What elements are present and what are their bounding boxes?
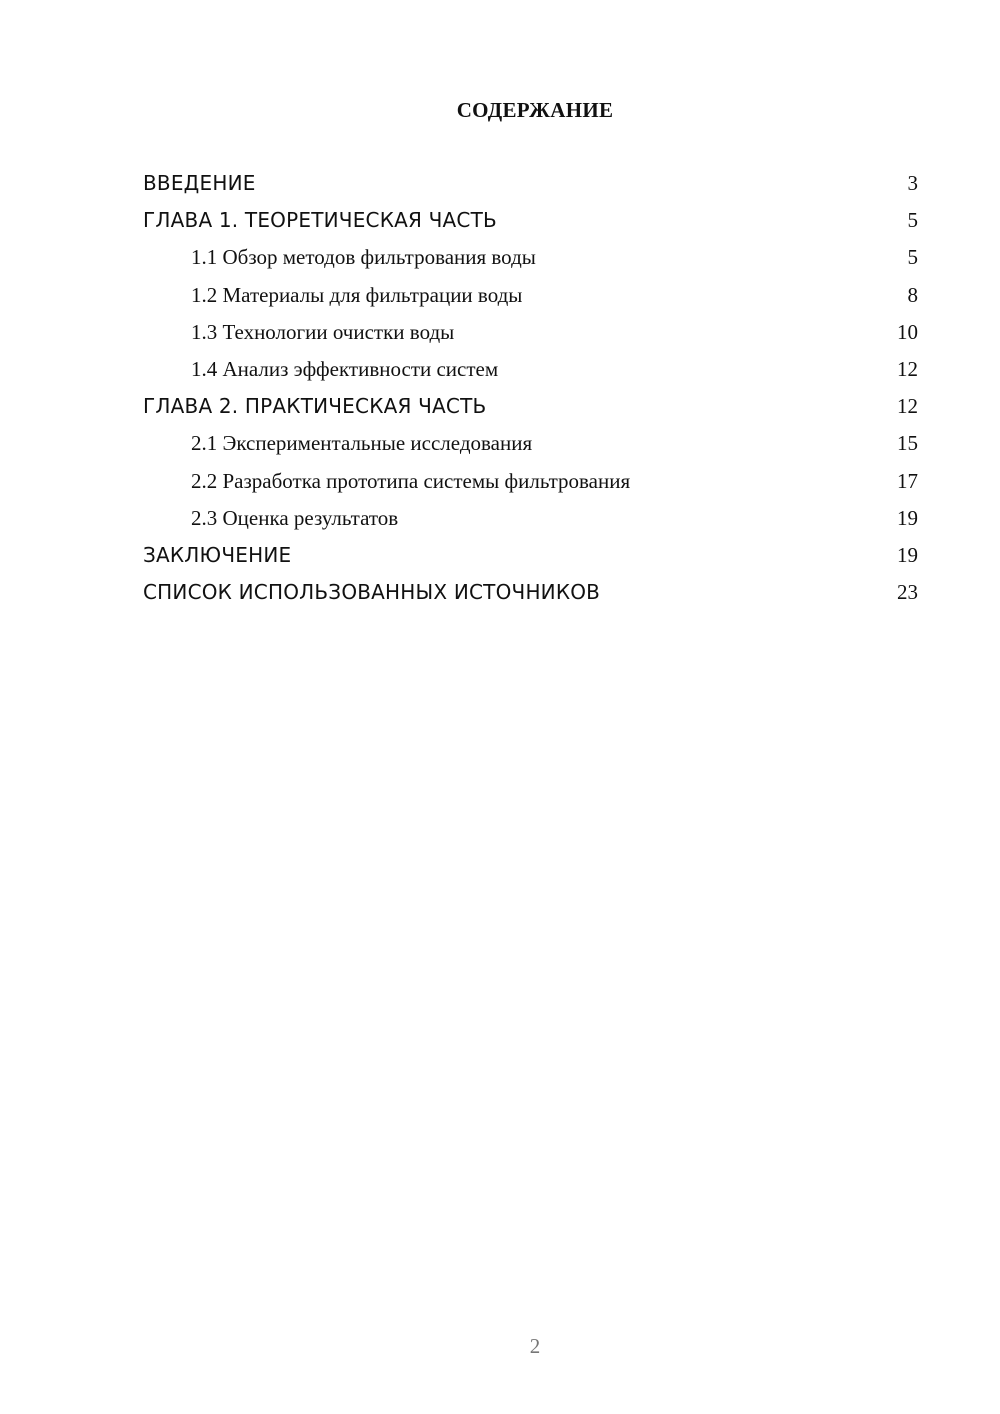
toc-entry-page: 19: [897, 505, 918, 530]
toc-entry-page: 19: [897, 542, 918, 567]
toc-entry-text: ГЛАВА 2. ПРАКТИЧЕСКАЯ ЧАСТЬ: [143, 394, 487, 419]
toc-entry-page: 12: [897, 356, 918, 381]
toc-entry-page: 17: [897, 468, 918, 493]
toc-entry-page: 12: [897, 394, 918, 419]
toc-entry-section-2-3: [143, 500, 918, 537]
toc-entry-text: 1.1 Обзор методов фильтрования воды: [191, 245, 536, 270]
toc-entry-text: СПИСОК ИСПОЛЬЗОВАННЫХ ИСТОЧНИКОВ: [143, 580, 601, 605]
toc-entry-text: ВВЕДЕНИЕ: [143, 171, 256, 195]
toc-entry-text: 1.2 Материалы для фильтрации воды: [191, 282, 523, 307]
toc-entry-text: ЗАКЛЮЧЕНИЕ: [143, 542, 292, 567]
toc-entry-page: 8: [907, 282, 918, 307]
toc-entry-text: 2.2 Разработка прототипа системы фильтрования: [191, 468, 631, 493]
toc-entry-section-2-1: [143, 425, 918, 462]
toc-entry-text: ГЛАВА 1. ТЕОРЕТИЧЕСКАЯ ЧАСТЬ: [143, 208, 497, 233]
toc-entry-introduction: [143, 165, 918, 202]
toc-entry-chapter-1: [143, 202, 918, 239]
toc-title: СОДЕРЖАНИЕ: [456, 98, 614, 122]
toc-entry-page: 10: [897, 319, 918, 344]
toc-entry-section-1-2: [143, 277, 918, 314]
toc-entry-text: 1.3 Технологии очистки воды: [191, 319, 455, 344]
toc-entry-references: [143, 574, 918, 611]
toc-entry-section-1-1: [143, 239, 918, 276]
toc-entry-page: 23: [897, 580, 918, 605]
page-number: 2: [529, 1334, 541, 1358]
toc-entry-page: 3: [907, 171, 918, 195]
toc-entry-section-1-4: [143, 351, 918, 388]
toc-entry-section-1-3: [143, 314, 918, 351]
toc-entry-section-2-2: [143, 463, 918, 500]
toc-entry-text: 2.3 Оценка результатов: [191, 505, 399, 530]
toc-entry-page: 5: [907, 245, 918, 270]
toc-entry-page: 15: [897, 431, 918, 456]
toc-entry-text: 2.1 Экспериментальные исследования: [191, 431, 533, 456]
toc-entry-page: 5: [907, 208, 918, 233]
toc-entry-chapter-2: [143, 388, 918, 425]
table-of-contents: [143, 165, 918, 611]
toc-entry-conclusion: [143, 537, 918, 574]
toc-entry-text: 1.4 Анализ эффективности систем: [191, 356, 499, 381]
